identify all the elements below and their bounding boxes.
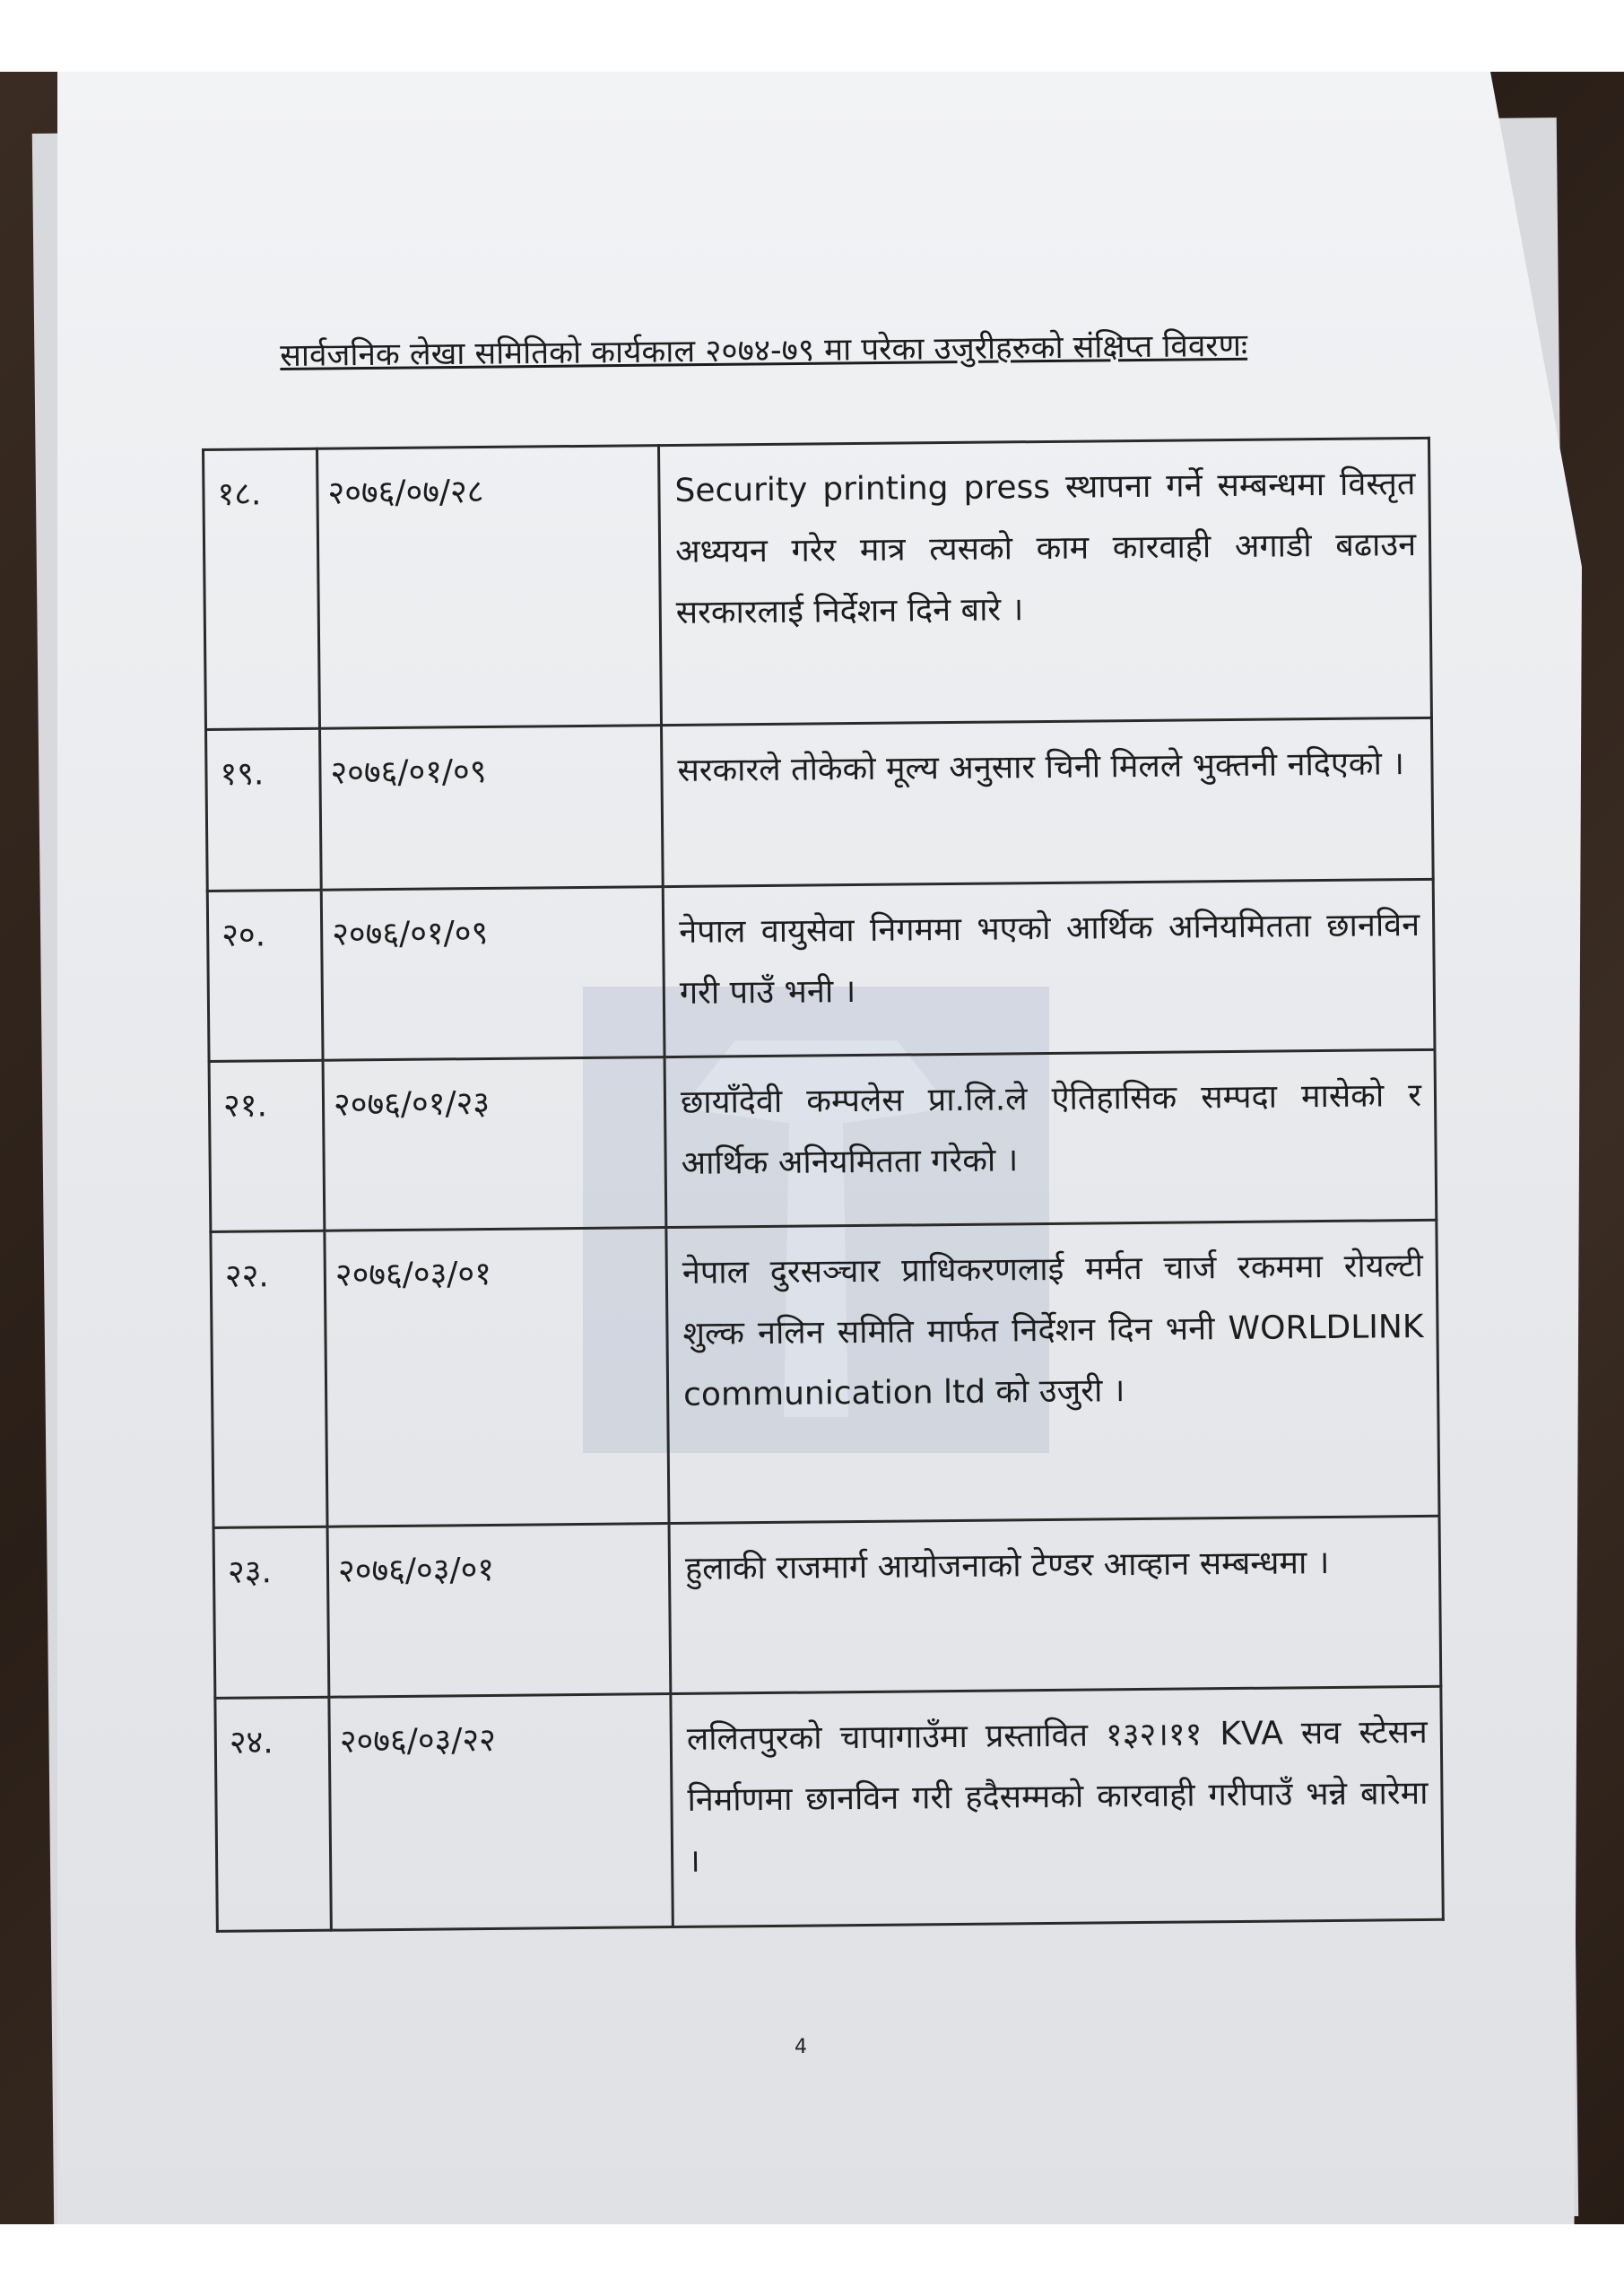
description-cell: नेपाल दुरसञ्चार प्राधिकरणलाई मर्मत चार्ज रकममा रोयल्टी शुल्क नलिन समिति मार्फत निर्देशन दिन भनी WORLDLINK communication ltd को उजुरी । xyxy=(666,1220,1439,1523)
date-cell: २०७६/०३/२२ xyxy=(329,1694,673,1931)
page-number: 4 xyxy=(795,2036,807,2058)
complaints-table xyxy=(202,437,1445,1933)
description-cell: ललितपुरको चापागाउँमा प्रस्तावित १३२।११ KVA सव स्टेसन निर्माणमा छानविन गरी हदैसम्मको कारवाही गरीपाउँ भन्ने बारेमा । xyxy=(671,1686,1443,1926)
table-row xyxy=(206,718,1434,891)
description-cell: छायाँदेवी कम्पलेस प्रा.लि.ले ऐतिहासिक सम्पदा मासेको र आर्थिक अनियमितता गरेको । xyxy=(664,1049,1437,1227)
description-cell: सरकारले तोकेको मूल्य अनुसार चिनी मिलले भुक्तनी नदिएको । xyxy=(661,718,1433,886)
table-row xyxy=(211,1220,1439,1527)
date-cell: २०७६/०१/०९ xyxy=(320,726,664,891)
description-cell: नेपाल वायुसेवा निगममा भएको आर्थिक अनियमितता छानविन गरी पाउँ भनी । xyxy=(663,879,1435,1057)
complaints-table-wrapper xyxy=(202,437,1445,1933)
photo-background xyxy=(0,72,1624,2224)
serial-number-cell: १९. xyxy=(206,728,322,891)
description-cell: Security printing press स्थापना गर्ने सम्बन्धमा विस्तृत अध्ययन गरेर मात्र त्यसको काम कारवाही अगाडी बढाउन सरकारलाई निर्देशन दिने बारे । xyxy=(658,438,1431,725)
description-cell: हुलाकी राजमार्ग आयोजनाको टेण्डर आव्हान सम्बन्धमा । xyxy=(669,1516,1441,1693)
date-cell: २०७६/०३/०१ xyxy=(325,1228,669,1527)
table-row xyxy=(207,879,1435,1061)
date-cell: २०७६/०१/०९ xyxy=(321,887,664,1061)
serial-number-cell: २३. xyxy=(213,1526,329,1698)
table-row xyxy=(215,1686,1443,1931)
document-title: सार्वजनिक लेखा समितिको कार्यकाल २०७४-७९ मा परेका उजुरीहरुको संक्षिप्त विवरणः xyxy=(280,327,1248,374)
table-row xyxy=(209,1049,1437,1231)
serial-number-cell: १८. xyxy=(204,448,320,729)
table-row xyxy=(204,438,1432,729)
date-cell: २०७६/०७/२८ xyxy=(317,446,662,729)
serial-number-cell: २०. xyxy=(207,890,323,1061)
date-cell: २०७६/०१/२३ xyxy=(323,1057,666,1231)
serial-number-cell: २२. xyxy=(211,1231,327,1527)
date-cell: २०७६/०३/०१ xyxy=(327,1524,671,1698)
serial-number-cell: २४. xyxy=(215,1697,331,1931)
serial-number-cell: २१. xyxy=(209,1060,325,1231)
table-row xyxy=(213,1516,1441,1698)
